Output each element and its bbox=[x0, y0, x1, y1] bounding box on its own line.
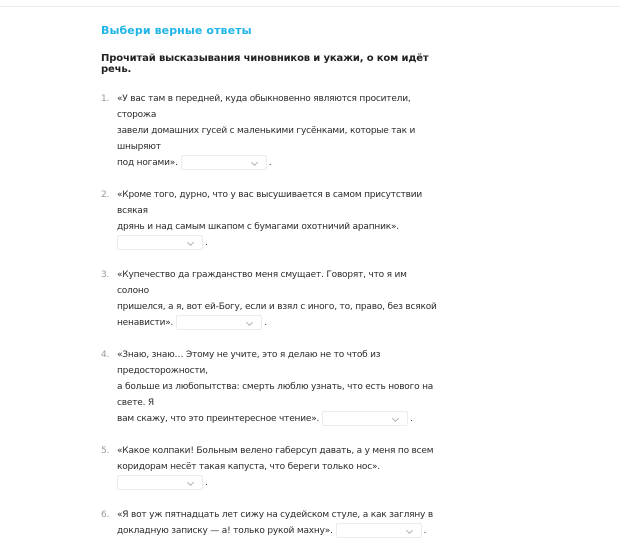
task-number: 2. bbox=[101, 190, 110, 200]
task-number: 3. bbox=[101, 270, 110, 280]
task-end: . bbox=[264, 318, 267, 328]
task-line: дрянь и над самым шкапом с бумагами охотничий арапник». bbox=[117, 222, 399, 232]
task-line: вам скажу, что это преинтересное чтение». bbox=[117, 414, 320, 424]
task-line: «Кроме того, дурно, что у вас высушивается в самом присутствии всякая bbox=[117, 190, 423, 216]
answer-dropdown-3[interactable] bbox=[176, 315, 262, 330]
chevron-down-icon bbox=[392, 415, 399, 422]
answer-dropdown-4[interactable] bbox=[322, 411, 408, 426]
task-line: пришелся, а я, вот ей-Богу, если и взял с иного, то, право, без всякой bbox=[117, 302, 437, 312]
task-line: а больше из любопытства: смерть люблю узнать, что есть нового на свете. Я bbox=[117, 382, 434, 408]
task-line: докладную записку — а! только рукой махну». bbox=[117, 526, 333, 536]
task-end: . bbox=[423, 526, 427, 536]
chevron-down-icon bbox=[246, 319, 253, 326]
task-item-2 bbox=[101, 187, 441, 251]
top-divider bbox=[0, 6, 620, 7]
chevron-down-icon bbox=[406, 527, 413, 534]
task-line: завели домашних гусей с маленькими гусёнками, которые так и шныряют bbox=[117, 126, 416, 152]
task-line: ненависти». bbox=[117, 318, 174, 328]
answer-dropdown-6[interactable] bbox=[336, 523, 422, 538]
exercise-card bbox=[101, 24, 441, 539]
task-end: . bbox=[205, 238, 208, 248]
task-list bbox=[101, 91, 441, 539]
answer-dropdown-5[interactable] bbox=[117, 475, 203, 490]
task-item-3 bbox=[101, 267, 441, 331]
task-line: коридорам несёт такая капуста, что береги только нос». bbox=[117, 462, 380, 472]
task-item-4 bbox=[101, 347, 441, 427]
answer-dropdown-1[interactable] bbox=[181, 155, 267, 170]
answer-dropdown-2[interactable] bbox=[117, 235, 203, 250]
exercise-instruction: Прочитай высказывания чиновников и укажи, о ком идёт речь. bbox=[101, 53, 429, 75]
task-item-1 bbox=[101, 91, 441, 171]
task-line: «Какое колпаки! Больным велено габерсуп давать, а у меня по всем bbox=[117, 446, 434, 456]
task-line: «Знаю, знаю… Этому не учите, это я делаю не то чтоб из предосторожности, bbox=[117, 350, 381, 376]
task-line: «Купечество да гражданство меня смущает. Говорят, что я им солоно bbox=[117, 270, 407, 296]
task-end: . bbox=[205, 478, 208, 488]
exercise-heading: Выбери верные ответы bbox=[101, 24, 252, 37]
task-line: «Я вот уж пятнадцать лет сижу на судейском стуле, а как загляну в bbox=[117, 510, 433, 520]
task-line: под ногами». bbox=[117, 158, 178, 168]
chevron-down-icon bbox=[187, 479, 194, 486]
task-line: «У вас там в передней, куда обыкновенно являются просители, сторожа bbox=[117, 94, 411, 120]
task-item-6 bbox=[101, 507, 441, 539]
task-end: . bbox=[268, 158, 272, 168]
task-number: 1. bbox=[101, 94, 110, 104]
task-number: 5. bbox=[101, 446, 110, 456]
task-item-5 bbox=[101, 443, 441, 491]
chevron-down-icon bbox=[187, 239, 194, 246]
task-number: 6. bbox=[101, 510, 110, 520]
task-number: 4. bbox=[101, 350, 110, 360]
chevron-down-icon bbox=[251, 159, 258, 166]
task-end: . bbox=[410, 414, 413, 424]
